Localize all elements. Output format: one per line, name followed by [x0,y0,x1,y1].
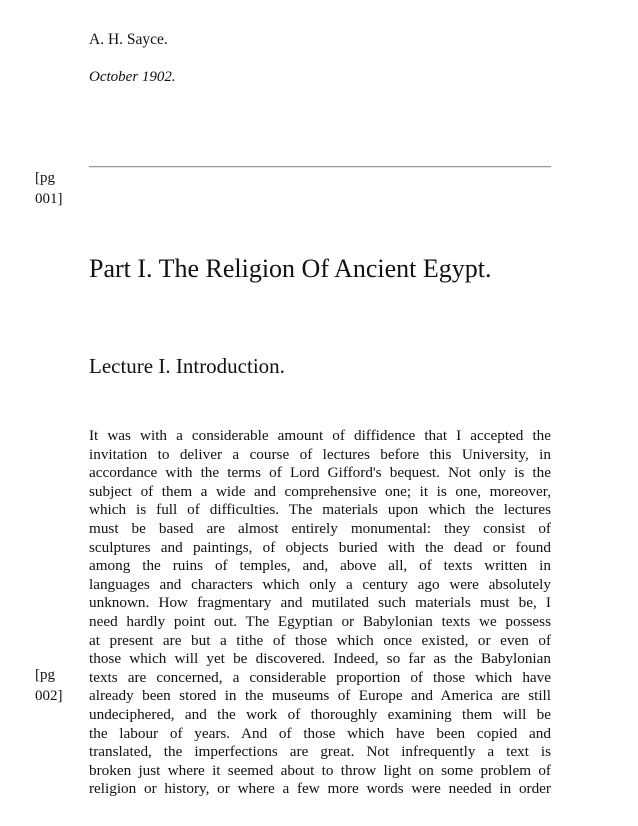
page-marker-number: 002] [35,688,63,704]
body-text-line: must be based are almost entirely monumental: they consist of [89,519,551,537]
body-text-line: need hardly point out. The Egyptian or Babylonian texts we possess [89,612,551,630]
body-text-line: accordance with the terms of Lord Gifford's bequest. Not only is the [89,464,551,482]
body-text-line: unknown. How fragmentary and mutilated such materials must be, I [89,594,551,612]
body-text-line: already been stored in the museums of Europe and America are still [89,687,551,705]
page-marker-002 [35,665,75,707]
page-marker-001 [35,168,75,210]
preface-signature: A. H. Sayce. [89,31,168,48]
body-text-line: religion or history, or where a few more words were needed in order [89,780,551,798]
body-text-line: invitation to deliver a course of lectures before this University, in [89,445,551,463]
body-text-line: translated, the imperfections are great. Not infrequently a text is [89,743,551,761]
body-text-line: sculptures and paintings, of objects buried with the dead or found [89,538,551,556]
body-text-line: the labour of years. And of those which have been copied and [89,724,551,742]
body-text-line: It was with a considerable amount of diffidence that I accepted the [89,427,551,444]
body-text-line: at present are but a tithe of those which once existed, or even of [89,631,551,649]
body-text-line: broken just where it seemed about to throw light on some problem of [89,761,551,779]
body-text-line: texts are concerned, a considerable proportion of those which have [89,668,551,686]
section-divider [89,166,551,168]
body-text-line: subject of them a wide and comprehensive one; it is one, moreover, [89,482,551,500]
body-text-line: among the ruins of temples, and, above all, of texts written in [89,557,551,575]
page-marker-open: [pg [35,170,55,186]
preface-date: October 1902. [89,69,176,85]
page-marker-open: [pg [35,667,55,683]
page-marker-number: 001] [35,191,63,207]
part-title: Part I. The Religion Of Ancient Egypt. [89,254,492,283]
lecture-title: Lecture I. Introduction. [89,354,285,378]
body-text-line: undeciphered, and the work of thoroughly examining them will be [89,705,551,723]
lecture-body-paragraph [89,427,551,799]
body-text-line: languages and characters which only a century ago were absolutely [89,575,551,593]
body-text-line: those which will yet be discovered. Indeed, so far as the Babylonian [89,650,551,668]
body-text-line: which is full of difficulties. The materials upon which the lectures [89,501,551,519]
